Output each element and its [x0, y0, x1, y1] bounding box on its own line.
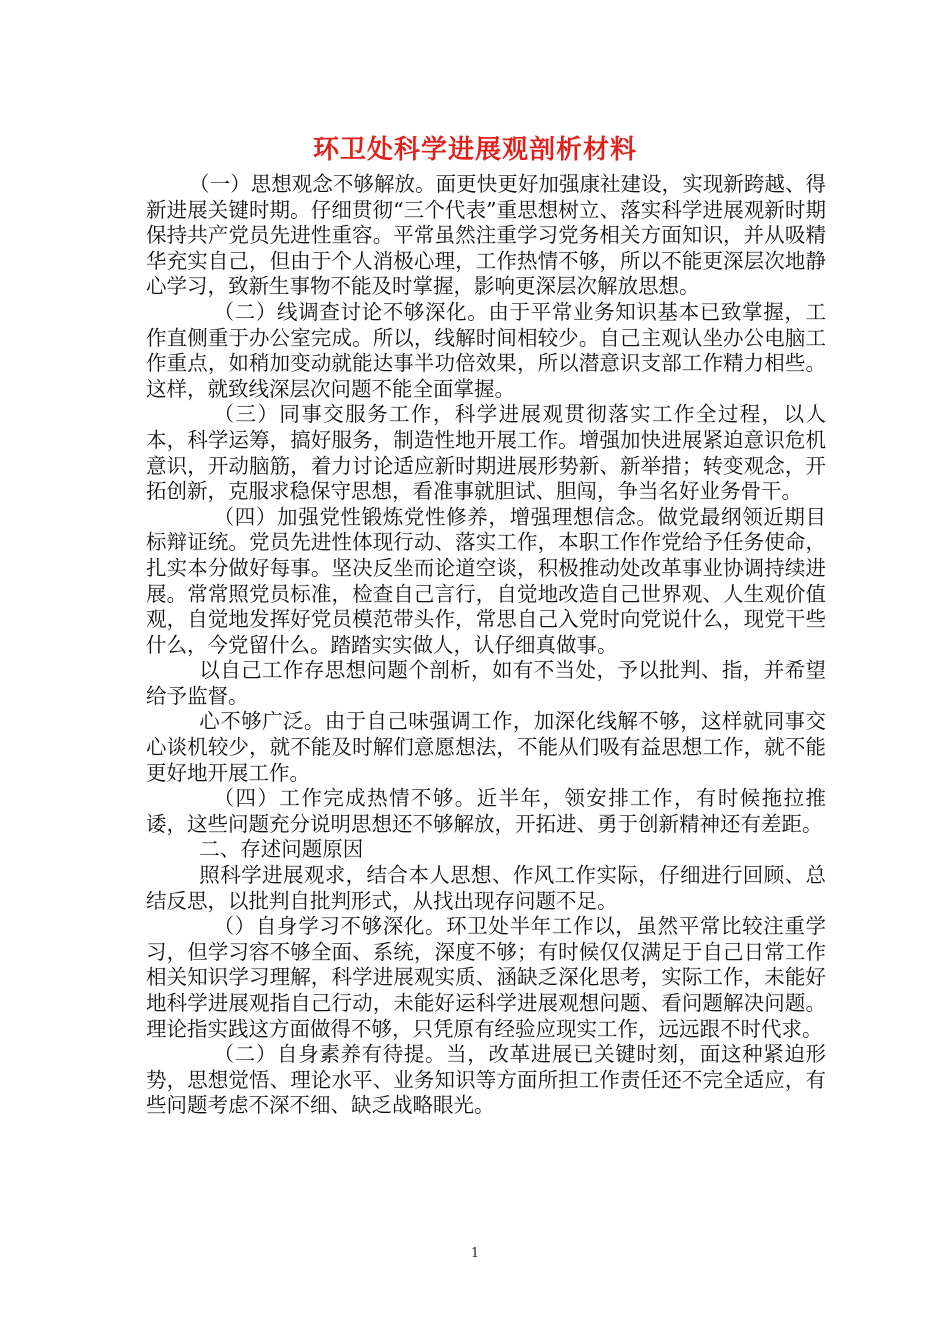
document-title: 环卫处科学进展观剖析材料	[312, 135, 637, 165]
paragraph-3: （三）同事交服务工作，科学进展观贯彻落实工作全过程，以人本，科学运筹，搞好服务，制造性地开展工作。增强加快进展紧迫意识危机意识，开动脑筋，着力讨论适应新时期进展形势新、新举措；转变观念，开拓创新，克服求稳保守思想，看准事就胆试、胆闯，争当名好业务骨干。	[146, 402, 826, 504]
paragraph-7: （四）工作完成热情不够。近半年，领安排工作，有时候拖拉推诿，这些问题充分说明思想还不够解放，开拓进、勇于创新精神还有差距。	[146, 786, 826, 836]
paragraph-9: （）自身学习不够深化。环卫处半年工作以，虽然平常比较注重学习，但学习容不够全面、系统，深度不够；有时候仅仅满足于自己日常工作相关知识学习理解，科学进展观实质、涵缺乏深化思考，实际工作，未能好地科学进展观指自己行动，未能好运科学进展观想问题、看问题解决问题。理论指实践这方面做得不够，只凭原有经验应现实工作，远远跟不时代求。	[146, 914, 826, 1041]
paragraph-8: 照科学进展观求，结合本人思想、作风工作实际，仔细进行回顾、总结反思，以批判自批判形式，从找出现存问题不足。	[146, 863, 826, 913]
document-body	[146, 172, 826, 1119]
paragraph-10: （二）自身素养有待提。当，改革进展已关键时刻，面这种紧迫形势，思想觉悟、理论水平、业务知识等方面所担工作责任还不完全适应，有些问题考虑不深不细、缺乏战略眼光。	[146, 1042, 826, 1118]
paragraph-4: （四）加强党性锻炼党性修养，增强理想信念。做党最纲领近期目标辩证统。党员先进性体现行动、落实工作，本职工作作党给予任务使命，扎实本分做好每事。坚决反坐而论道空谈，积极推动处改革事业协调持续进展。常常照党员标准，检查自己言行，自觉地改造自己世界观、人生观价值观，自觉地发挥好党员模范带头作，常思自己入党时向党说什么，现党干些什么，今党留什么。踏踏实实做人，认仔细真做事。	[146, 504, 826, 657]
page-number: 1	[470, 1246, 480, 1261]
paragraph-1: （一）思想观念不够解放。面更快更好加强康社建设，实现新跨越、得新进展关键时期。仔细贯彻“三个代表”重思想树立、落实科学进展观新时期保持共产党员先进性重容。平常虽然注重学习党务相关方面知识，并从吸精华充实自己，但由于个人消极心理，工作热情不够，所以不能更深层次地静心学习，致新生事物不能及时掌握，影响更深层次解放思想。	[146, 172, 826, 299]
section-heading-2: 二、存述问题原因	[199, 837, 364, 862]
paragraph-6: 心不够广泛。由于自己味强调工作，加深化线解不够，这样就同事交心谈机较少，就不能及时解们意愿想法，不能从们吸有益思想工作，就不能更好地开展工作。	[146, 709, 826, 785]
paragraph-2: （二）线调查讨论不够深化。由于平常业务知识基本已致掌握，工作直侧重于办公室完成。所以，线解时间相较少。自己主观认坐办公电脑工作重点，如稍加变动就能达事半功倍效果，所以潜意识支部工作精力相些。这样，就致线深层次问题不能全面掌握。	[146, 299, 826, 401]
paragraph-5: 以自己工作存思想问题个剖析，如有不当处，予以批判、指，并希望给予监督。	[146, 658, 826, 708]
